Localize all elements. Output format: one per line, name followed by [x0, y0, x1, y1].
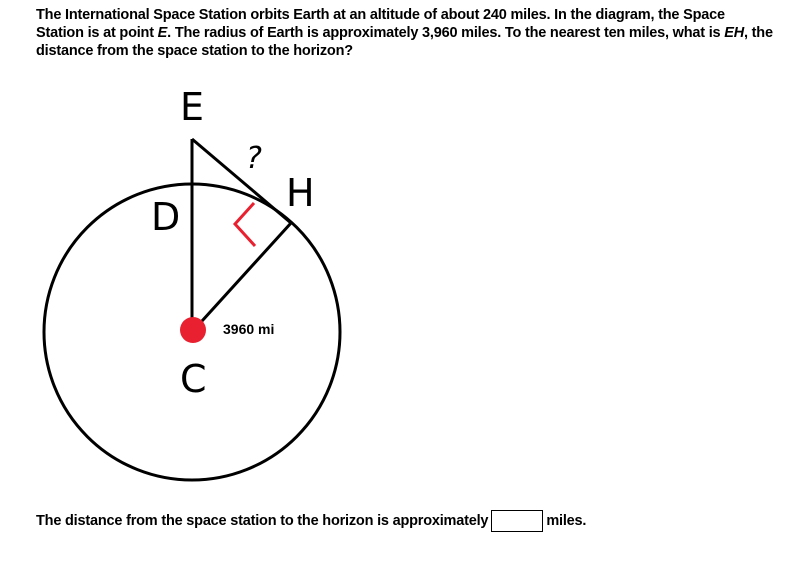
label-h: H: [286, 171, 315, 215]
answer-suffix: miles.: [546, 513, 587, 529]
answer-line: [36, 509, 586, 533]
right-angle-mark: [235, 203, 255, 246]
question-part2: . The radius of Earth is approximately 3,960 miles. To the nearest ten miles, what is: [167, 25, 725, 41]
question-part1: The International Space Station orbits Earth at an altitude of about 240 miles. In the diagram, the Space Station is at point: [36, 7, 725, 41]
center-point-c: [180, 317, 206, 343]
segment-eh: [192, 139, 291, 223]
question-part3: , the distance from the space station to the horizon?: [36, 25, 773, 59]
segment-ch: [192, 223, 291, 332]
radius-label: 3960 mi: [223, 321, 275, 337]
answer-prefix: The distance from the space station to the horizon is approximately: [36, 513, 489, 529]
point-e-ref: E: [157, 25, 168, 41]
segment-eh-ref: EH: [724, 25, 744, 41]
label-d: D: [151, 195, 181, 239]
label-e: E: [180, 85, 205, 129]
label-c: C: [180, 357, 207, 401]
label-unknown: ?: [246, 141, 262, 176]
answer-input[interactable]: [491, 510, 543, 532]
